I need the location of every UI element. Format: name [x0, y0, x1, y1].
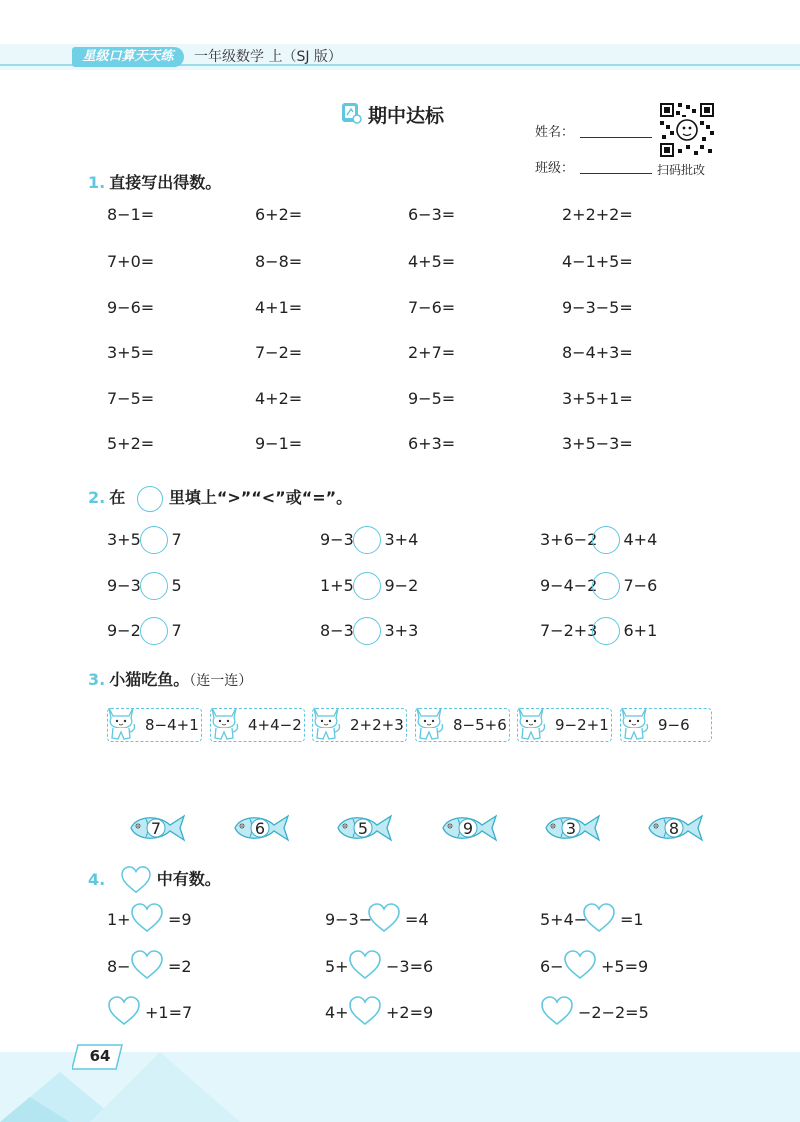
problem: 4−1+5= [562, 252, 633, 271]
heart-input-icon[interactable] [130, 903, 164, 933]
heart-left: 6− [540, 957, 564, 976]
cat-icon [104, 702, 138, 742]
problem: 6+3= [408, 434, 456, 453]
name-label: 姓名： [535, 125, 575, 140]
cat-icon [412, 702, 446, 742]
compare-circle-input[interactable] [592, 572, 620, 600]
compare-circle-input[interactable] [353, 526, 381, 554]
fish-number: 7 [150, 819, 162, 838]
section-2-heading [88, 485, 352, 512]
fish-number: 9 [462, 819, 474, 838]
compare-left: 1+5 [320, 576, 354, 595]
compare-right: 9−2 [384, 576, 419, 595]
problem: 9−6= [107, 298, 155, 317]
heart-right: =9 [168, 910, 192, 929]
section-4-heading [88, 866, 221, 894]
problem: 4+2= [255, 389, 303, 408]
heart-left: 5+4− [540, 910, 588, 929]
problem: 8−4+3= [562, 343, 633, 362]
section-title-pre: 在 [109, 488, 126, 507]
problem: 2+2+2= [562, 205, 633, 224]
compare-left: 3+5 [107, 530, 141, 549]
page-number: 64 [89, 1047, 111, 1065]
section-title-post: 中有数。 [156, 869, 221, 889]
section-hint: （连一连） [189, 673, 253, 689]
cat-icon [207, 702, 241, 742]
compare-left: 9−4−2 [540, 576, 598, 595]
heart-right: −2−2=5 [578, 1003, 649, 1022]
problem: 6+2= [255, 205, 303, 224]
compare-circle-input[interactable] [140, 572, 168, 600]
problem: 3+5+1= [562, 389, 633, 408]
compare-circle-input[interactable] [592, 526, 620, 554]
section-number: 4. [88, 869, 106, 889]
heart-input-icon[interactable] [582, 903, 616, 933]
problem: 3+5= [107, 343, 155, 362]
heart-icon [119, 866, 153, 894]
compare-right: 5 [171, 576, 182, 595]
compare-circle-input[interactable] [140, 526, 168, 554]
heart-right: +5=9 [601, 957, 649, 976]
compare-left: 8−3 [320, 621, 354, 640]
problem: 9−5= [408, 389, 456, 408]
compare-left: 9−3 [320, 530, 354, 549]
compare-circle-input[interactable] [592, 617, 620, 645]
heart-left: 8− [107, 957, 131, 976]
name-field[interactable] [580, 137, 652, 138]
page-title: 期中达标 [368, 105, 445, 127]
cat-icon [617, 702, 651, 742]
class-label: 班级： [535, 161, 575, 176]
section-title: 小猫吃鱼。 [109, 670, 190, 689]
compare-left: 9−3 [107, 576, 141, 595]
compare-right: 3+3 [384, 621, 419, 640]
cat-expression: 4+4−2 [248, 716, 302, 734]
heart-input-icon[interactable] [367, 903, 401, 933]
section-number: 3. [88, 670, 106, 689]
problem: 4+1= [255, 298, 303, 317]
section-3-heading [88, 667, 252, 690]
heart-input-icon[interactable] [130, 950, 164, 980]
section-number: 2. [88, 488, 106, 507]
problem: 7−6= [408, 298, 456, 317]
compare-circle-input[interactable] [140, 617, 168, 645]
compare-right: 6+1 [623, 621, 658, 640]
compare-right: 4+4 [623, 530, 658, 549]
problem: 7−5= [107, 389, 155, 408]
problem: 8−1= [107, 205, 155, 224]
problem: 9−1= [255, 434, 303, 453]
heart-right: =2 [168, 957, 192, 976]
heart-input-icon[interactable] [107, 996, 141, 1026]
problem: 4+5= [408, 252, 456, 271]
book-title: 一年级数学 上（SJ 版） [194, 49, 342, 65]
fish-number: 8 [668, 819, 680, 838]
fish-number: 6 [254, 819, 266, 838]
heart-right: −3=6 [386, 957, 434, 976]
problem: 9−3−5= [562, 298, 633, 317]
cat-expression: 8−5+6 [453, 716, 507, 734]
problem: 3+5−3= [562, 434, 633, 453]
document-icon [340, 102, 362, 124]
compare-right: 3+4 [384, 530, 419, 549]
cat-expression: 9−2+1 [555, 716, 609, 734]
compare-left: 3+6−2 [540, 530, 598, 549]
compare-left: 7−2+3 [540, 621, 598, 640]
problem: 8−8= [255, 252, 303, 271]
section-1-heading [88, 170, 221, 193]
compare-circle-input[interactable] [353, 572, 381, 600]
heart-right: +1=7 [145, 1003, 193, 1022]
heart-left: 9−3− [325, 910, 373, 929]
answer-circle-icon [137, 486, 163, 512]
problem: 5+2= [107, 434, 155, 453]
qr-code-icon[interactable] [660, 103, 714, 157]
heart-left: 4+ [325, 1003, 349, 1022]
heart-right: =1 [620, 910, 644, 929]
heart-input-icon[interactable] [540, 996, 574, 1026]
cat-icon [309, 702, 343, 742]
compare-circle-input[interactable] [353, 617, 381, 645]
heart-input-icon[interactable] [348, 950, 382, 980]
cat-expression: 8−4+1 [145, 716, 199, 734]
compare-right: 7 [171, 530, 182, 549]
qr-label: 扫码批改 [657, 163, 706, 177]
series-tag: 星级口算天天练 [72, 47, 184, 67]
heart-right: +2=9 [386, 1003, 434, 1022]
heart-input-icon[interactable] [348, 996, 382, 1026]
fish-number: 3 [565, 819, 577, 838]
compare-right: 7 [171, 621, 182, 640]
heart-left: 5+ [325, 957, 349, 976]
problem: 7+0= [107, 252, 155, 271]
problem: 7−2= [255, 343, 303, 362]
heart-input-icon[interactable] [563, 950, 597, 980]
compare-right: 7−6 [623, 576, 658, 595]
cat-icon [514, 702, 548, 742]
cat-expression: 2+2+3 [350, 716, 404, 734]
problem: 2+7= [408, 343, 456, 362]
heart-left: 1+ [107, 910, 131, 929]
section-title-post: 里填上“>”“<”或“=”。 [168, 488, 353, 507]
fish-number: 5 [357, 819, 369, 838]
heart-right: =4 [405, 910, 429, 929]
section-number: 1. [88, 173, 106, 192]
problem: 6−3= [408, 205, 456, 224]
section-title: 直接写出得数。 [109, 173, 222, 192]
compare-left: 9−2 [107, 621, 141, 640]
class-field[interactable] [580, 173, 652, 174]
cat-expression: 9−6 [658, 716, 690, 734]
